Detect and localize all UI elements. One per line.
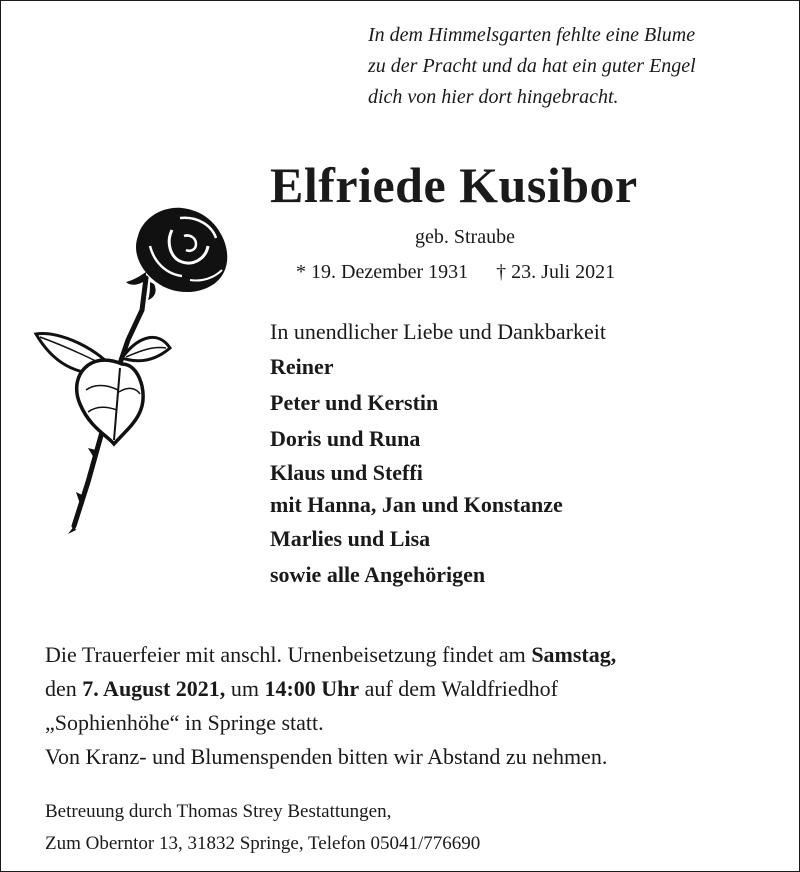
ceremony-text: Die Trauerfeier mit anschl. Urnenbeisetzung findet am — [45, 642, 532, 667]
ceremony-line: Von Kranz- und Blumenspenden bitten wir Abstand zu nehmen. — [45, 744, 608, 769]
death-date: † 23. Juli 2021 — [496, 261, 616, 283]
mourner-name: sowie alle Angehörigen — [270, 562, 486, 587]
deceased-name: Elfriede Kusibor — [270, 157, 638, 213]
mourners-intro: In unendlicher Liebe und Dankbarkeit — [270, 319, 606, 344]
ceremony-line — [45, 638, 775, 672]
poem-line: dich von hier dort hingebracht. — [368, 86, 619, 108]
ceremony-date: 7. August 2021, — [82, 676, 226, 701]
maiden-name: geb. Straube — [415, 226, 515, 248]
ceremony-info — [45, 638, 775, 774]
mourner-name: Doris und Runa — [270, 426, 421, 451]
poem — [368, 20, 788, 113]
undertaker-line: Zum Oberntor 13, 31832 Springe, Telefon 05041/776690 — [45, 833, 481, 854]
ceremony-day: Samstag, — [531, 642, 617, 667]
mourners-section — [270, 315, 780, 593]
ceremony-text: auf dem Waldfriedhof — [359, 676, 558, 701]
rose-icon — [30, 200, 240, 540]
ceremony-text: den — [45, 676, 83, 701]
undertaker-line: Betreuung durch Thomas Strey Bestattungen, — [45, 801, 392, 822]
mourner-name: mit Hanna, Jan und Konstanze — [270, 492, 563, 517]
life-dates — [296, 258, 615, 286]
ceremony-line — [45, 672, 775, 706]
undertaker-info — [45, 796, 775, 860]
mourner-name: Marlies und Lisa — [270, 526, 431, 551]
poem-line: zu der Pracht und da hat ein guter Engel — [368, 55, 696, 77]
mourner-name: Peter und Kerstin — [270, 390, 439, 415]
ceremony-line: „Sophienhöhe“ in Springe statt. — [45, 710, 324, 735]
ceremony-text: um — [225, 676, 265, 701]
birth-date: * 19. Dezember 1931 — [296, 261, 469, 283]
ceremony-time: 14:00 Uhr — [264, 676, 360, 701]
mourner-name: Reiner — [270, 354, 334, 379]
mourner-name: Klaus und Steffi — [270, 460, 423, 485]
poem-line: In dem Himmelsgarten fehlte eine Blume — [368, 24, 696, 46]
